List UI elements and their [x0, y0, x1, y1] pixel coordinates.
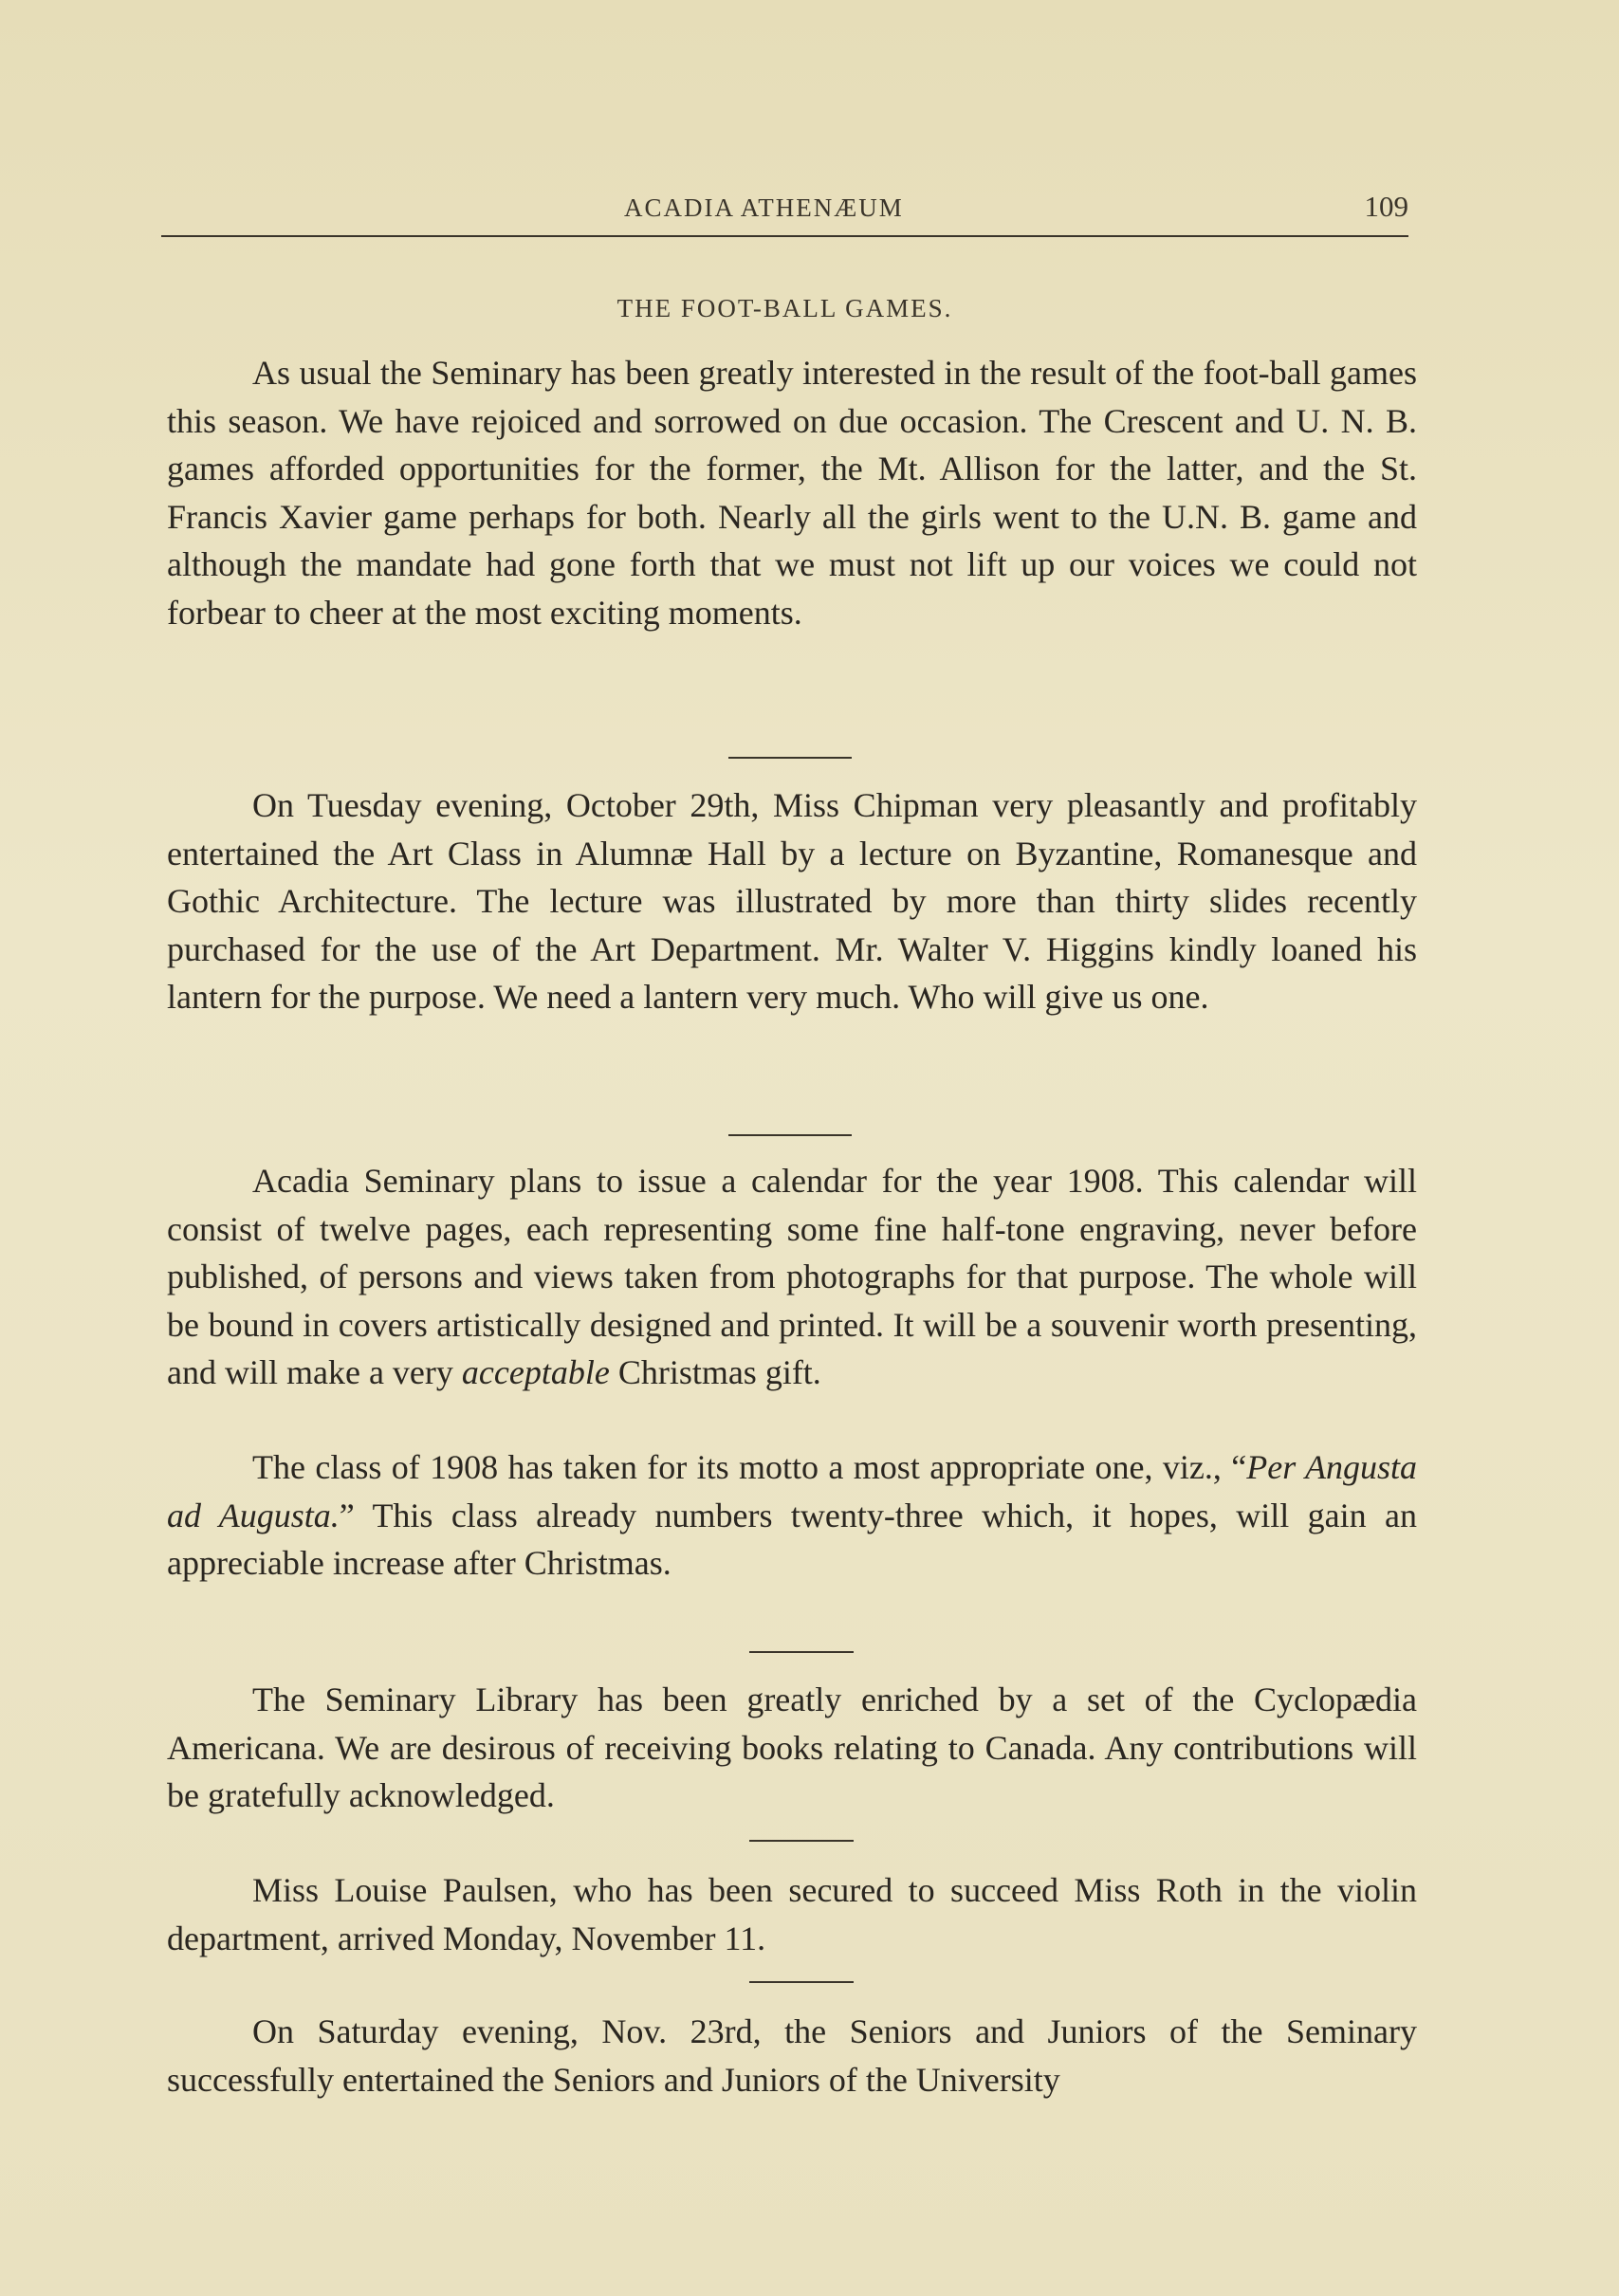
paragraph-text: On Saturday evening, Nov. 23rd, the Seniors and Juniors of the Seminary successfully entertained the Seniors and Juniors of the University — [167, 2012, 1417, 2099]
paragraph-text: Christmas gift. — [609, 1353, 821, 1391]
section-divider — [728, 757, 852, 759]
paragraph-text: As usual the Seminary has been greatly interested in the result of the foot-ball games this season. We have rejoiced and sorrowed on due occasion. The Crescent and U. N. B. games afforded opportunities for the former, the Mt. Allison for the latter, and the St. Francis Xavier game perhaps for both. Nearly all the girls went to the U.N. B. game and although the mandate had gone forth that we must not lift up our voices we could not forbear to cheer at the most exciting moments. — [167, 354, 1417, 632]
italic-word: acceptable — [461, 1353, 610, 1391]
paragraph-violin — [167, 1866, 1417, 1962]
paragraph-entertainment — [167, 2008, 1417, 2103]
page-number: 109 — [1364, 190, 1408, 223]
running-header — [161, 186, 1408, 243]
paragraph-class-motto — [167, 1443, 1417, 1588]
paragraph-calendar — [167, 1157, 1417, 1397]
paragraph-text: Miss Louise Paulsen, who has been secured to succeed Miss Roth in the violin department, arrived Monday, November 11. — [167, 1871, 1417, 1957]
section-title: THE FOOT-BALL GAMES. — [616, 294, 953, 322]
section-divider — [749, 1840, 854, 1842]
paragraph-library — [167, 1676, 1417, 1820]
section-divider — [749, 1651, 854, 1653]
header-rule — [161, 235, 1408, 237]
paragraph-text: The Seminary Library has been greatly enriched by a set of the Cyclopædia Americana. We are desirous of receiving books relating to Canada. Any contributions will be gratefully acknowledged. — [167, 1681, 1417, 1814]
paragraph-text: ” This class already numbers twenty-three which, it hopes, will gain an appreciable increase after Christmas. — [167, 1496, 1417, 1582]
italic-motto: Per Angusta ad Augusta. — [167, 1448, 1417, 1534]
section-divider — [749, 1981, 854, 1983]
running-title: ACADIA ATHENÆUM — [624, 193, 904, 222]
paragraph-text: On Tuesday evening, October 29th, Miss Chipman very pleasantly and profitably entertained the Art Class in Alumnæ Hall by a lecture on Byzantine, Romanesque and Gothic Architecture. The lecture was illustrated by more than thirty slides recently purchased for the use of the Art Department. Mr. Walter V. Higgins kindly loaned his lantern for the purpose. We need a lantern very much. Who will give us one. — [167, 786, 1417, 1016]
paragraph-football — [167, 349, 1417, 636]
paragraph-art-lecture — [167, 781, 1417, 1021]
paragraph-text: The class of 1908 has taken for its motto a most appropriate one, viz., “ — [252, 1448, 1247, 1486]
section-divider — [728, 1134, 852, 1136]
paragraph-text: Acadia Seminary plans to issue a calendar for the year 1908. This calendar will consist of twelve pages, each representing some fine half-tone engraving, never before published, of persons and views taken from photographs for that purpose. The whole will be bound in covers artistically designed and printed. It will be a souvenir worth presenting, and will make a very — [167, 1162, 1417, 1391]
